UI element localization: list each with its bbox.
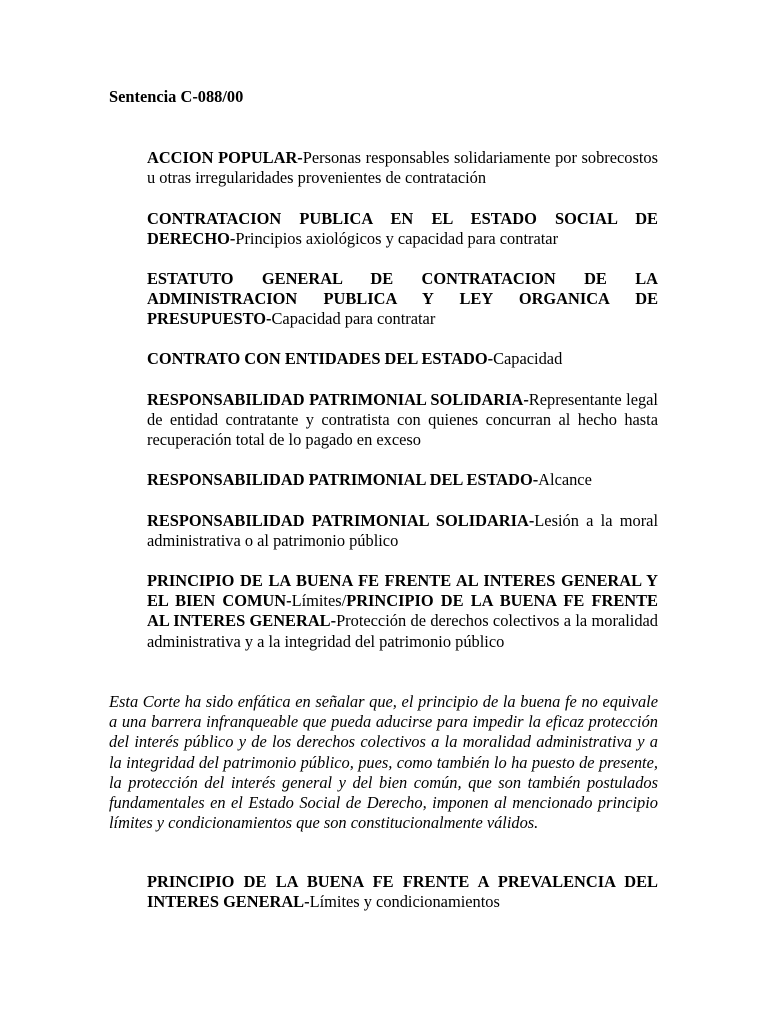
- descriptor-text: Principios axiológicos y capacidad para contratar: [235, 229, 559, 249]
- descriptor-entry: [147, 390, 658, 451]
- descriptor-heading: RESPONSABILIDAD PATRIMONIAL SOLIDARIA-: [147, 390, 529, 409]
- descriptor-entry: [147, 349, 658, 369]
- descriptor-text: Capacidad: [493, 349, 563, 368]
- descriptor-heading: RESPONSABILIDAD PATRIMONIAL SOLIDARIA-: [147, 511, 535, 530]
- descriptor-entry: [147, 511, 658, 551]
- document-title: Sentencia C-088/00: [109, 87, 244, 106]
- descriptor-text: Capacidad para contratar: [271, 309, 436, 329]
- descriptor-text: Límites y condicionamientos: [309, 892, 500, 912]
- descriptor-entry: [147, 470, 658, 490]
- ruling-paragraph: Esta Corte ha sido enfática en señalar que, el principio de la buena fe no equivale a una barrera infranqueable que pueda aducirse para impedir la eficaz protección del interés público y de los derechos colectivos a la moralidad administrativa y a la integridad del patrimonio público, pues, como también lo ha puesto de presente, la protección del interés general y del bien común, que son también postulados fundamentales en el Estado Social de Derecho, imponen al mencionado principio límites y condicionamientos que son constitucionalmente válidos.: [109, 692, 658, 833]
- descriptor-heading: CONTRATACION PUBLICA EN EL ESTADO SOCIAL DE DERECHO-: [147, 209, 658, 249]
- descriptor-heading: PRINCIPIO DE LA BUENA FE FRENTE AL INTERES GENERAL Y EL BIEN COMUN-: [147, 571, 658, 611]
- descriptor-heading: PRINCIPIO DE LA BUENA FE FRENTE AL INTERES GENERAL-: [147, 591, 658, 631]
- descriptor-entry: [147, 872, 658, 912]
- descriptor-text: Representante legal de entidad contratante y contratista con quienes concurran al hecho hasta recuperación total de lo pagado en exceso: [147, 390, 658, 450]
- descriptor-text: Personas responsables solidariamente por sobrecostos u otras irregularidades provenientes de contratación: [147, 148, 658, 188]
- descriptor-heading: ESTATUTO GENERAL DE CONTRATACION DE LA ADMINISTRACION PUBLICA Y LEY ORGANICA DE PRESUPUESTO-: [147, 269, 658, 329]
- descriptor-text: Lesión a la moral administrativa o al patrimonio público: [147, 511, 658, 551]
- descriptor-heading: CONTRATO CON ENTIDADES DEL ESTADO-: [147, 349, 494, 368]
- descriptor-text: Límites/: [291, 591, 347, 611]
- descriptor-text: Protección de derechos colectivos a la moralidad administrativa y a la integridad del patrimonio público: [147, 611, 658, 651]
- descriptor-entry: [147, 209, 658, 249]
- descriptor-heading: PRINCIPIO DE LA BUENA FE FRENTE A PREVALENCIA DEL INTERES GENERAL-: [147, 872, 658, 912]
- descriptor-heading: ACCION POPULAR-: [147, 148, 303, 167]
- descriptor-text: Alcance: [538, 470, 592, 489]
- descriptor-heading: RESPONSABILIDAD PATRIMONIAL DEL ESTADO-: [147, 470, 539, 489]
- descriptor-entry: [147, 148, 658, 188]
- descriptor-entry: [147, 571, 658, 652]
- descriptor-entry: [147, 269, 658, 330]
